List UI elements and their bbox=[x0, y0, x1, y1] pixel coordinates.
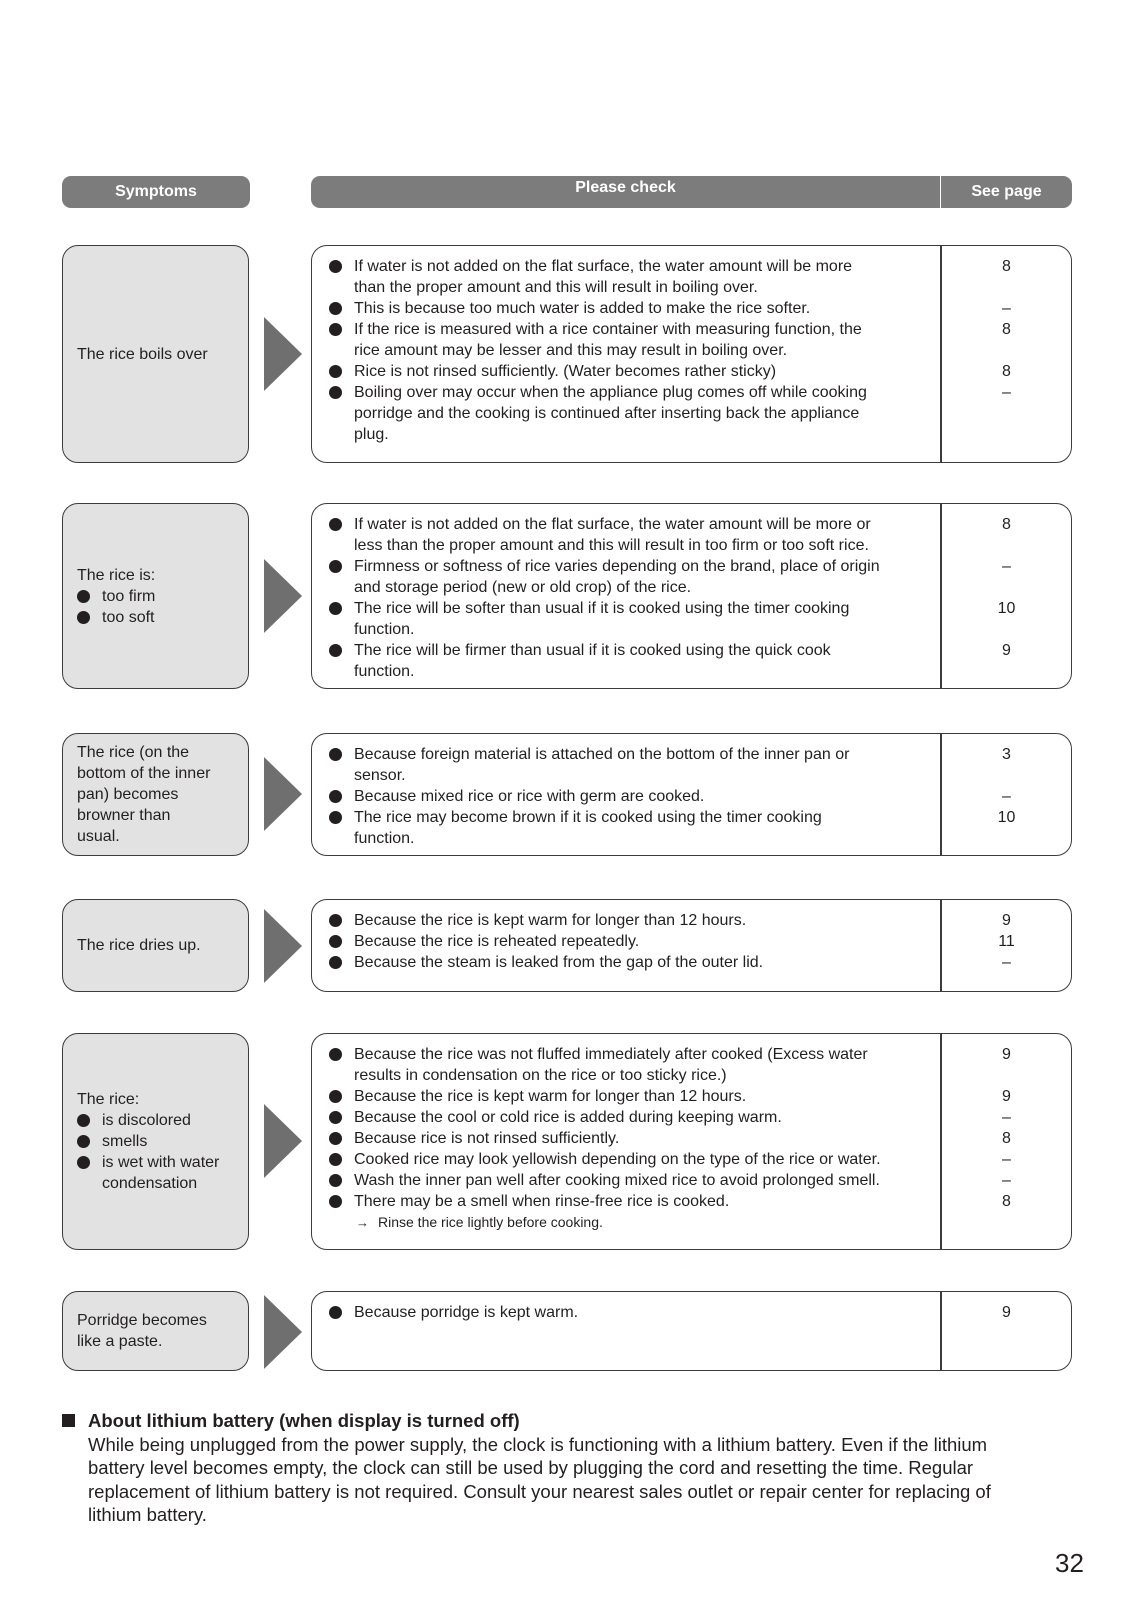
check-subnote: → Rinse the rice lightly before cooking. bbox=[329, 1212, 939, 1233]
page-ref: 8 bbox=[1002, 516, 1011, 533]
symptom-text: is wet with water bbox=[102, 1154, 220, 1171]
bullet-icon bbox=[329, 644, 342, 657]
page-ref: – bbox=[1002, 788, 1011, 805]
bullet-icon bbox=[329, 748, 342, 761]
check-item: The rice will be firmer than usual if it is cooked using the quick cook function. bbox=[329, 640, 939, 682]
page-ref: 8 bbox=[1002, 258, 1011, 275]
check-item: Because foreign material is attached on the bottom of the inner pan or sensor. bbox=[329, 744, 939, 786]
bullet-icon bbox=[329, 1174, 342, 1187]
bullet-icon bbox=[329, 560, 342, 573]
bullet-icon bbox=[329, 518, 342, 531]
lithium-battery-note bbox=[62, 1409, 1062, 1527]
page-ref: 10 bbox=[997, 809, 1016, 826]
check-item: If water is not added on the flat surface, the water amount will be more than the proper amount and this will result in boiling over. bbox=[329, 256, 939, 298]
symptom-box bbox=[62, 899, 249, 992]
arrow-icon bbox=[264, 317, 302, 391]
page-ref: – bbox=[1002, 384, 1011, 401]
bullet-icon bbox=[77, 1114, 90, 1127]
symptom-box bbox=[62, 503, 249, 689]
symptom-text: The rice is: bbox=[77, 566, 156, 584]
bullet-icon bbox=[329, 811, 342, 824]
symptom-text: too soft bbox=[102, 608, 155, 626]
symptom-text: usual. bbox=[77, 828, 120, 845]
page-ref: 8 bbox=[1002, 321, 1011, 338]
symptoms-header bbox=[62, 176, 250, 208]
check-item: There may be a smell when rinse-free rice is cooked. bbox=[329, 1191, 939, 1212]
check-box bbox=[311, 1291, 1072, 1371]
check-item: Because the rice is kept warm for longer than 12 hours. bbox=[329, 910, 939, 931]
arrow-icon bbox=[264, 757, 302, 831]
page-ref: 3 bbox=[1002, 746, 1011, 763]
symptom-box bbox=[62, 1033, 249, 1250]
note-body: While being unplugged from the power supply, the clock is functioning with a lithium battery. Even if the lithium battery level becomes empty, the clock can still be used by plugging the cord and resetting the time. Regular replacement of lithium battery is not required. Consult your nearest sales outlet or repair center for replacing of lithium battery. bbox=[88, 1433, 991, 1525]
check-item: Because the rice was not fluffed immediately after cooked (Excess water results in condensation on the rice or too sticky rice.) bbox=[329, 1044, 939, 1086]
arrow-icon bbox=[264, 559, 302, 633]
arrow-icon bbox=[264, 1295, 302, 1369]
page-ref: 10 bbox=[997, 600, 1016, 617]
note-title: About lithium battery (when display is turned off) bbox=[88, 1410, 520, 1431]
check-item: If water is not added on the flat surface, the water amount will be more or less than the proper amount and this will result in too firm or too soft rice. bbox=[329, 514, 939, 556]
check-box bbox=[311, 1033, 1072, 1250]
page-ref: 9 bbox=[1002, 642, 1011, 659]
check-box bbox=[311, 733, 1072, 856]
check-box bbox=[311, 503, 1072, 689]
bullet-icon bbox=[329, 323, 342, 336]
check-item: Because the rice is kept warm for longer than 12 hours. bbox=[329, 1086, 939, 1107]
page-ref: 9 bbox=[1002, 1088, 1011, 1105]
check-box bbox=[311, 899, 1072, 992]
symptom-text: Porridge becomes bbox=[77, 1312, 207, 1329]
symptom-text: like a paste. bbox=[77, 1333, 163, 1350]
check-item: Cooked rice may look yellowish depending on the type of the rice or water. bbox=[329, 1149, 939, 1170]
check-item: Wash the inner pan well after cooking mixed rice to avoid prolonged smell. bbox=[329, 1170, 939, 1191]
check-item: Because mixed rice or rice with germ are cooked. bbox=[329, 786, 939, 807]
bullet-icon bbox=[77, 1135, 90, 1148]
bullet-icon bbox=[329, 1048, 342, 1061]
arrow-icon bbox=[264, 909, 302, 983]
check-item: This is because too much water is added to make the rice softer. bbox=[329, 298, 939, 319]
please-check-header bbox=[311, 176, 1072, 208]
page-ref: 9 bbox=[1002, 1304, 1011, 1321]
right-arrow-icon: → bbox=[356, 1215, 369, 1230]
page-ref: – bbox=[1002, 558, 1011, 575]
bullet-icon bbox=[329, 1090, 342, 1103]
check-box bbox=[311, 245, 1072, 463]
bullet-icon bbox=[329, 365, 342, 378]
symptom-box bbox=[62, 245, 249, 463]
symptom-text: browner than bbox=[77, 807, 171, 824]
symptom-text: too firm bbox=[102, 587, 156, 605]
bullet-icon bbox=[329, 302, 342, 315]
check-item: Boiling over may occur when the appliance plug comes off while cooking porridge and the cooking is continued after inserting back the appliance plug. bbox=[329, 382, 939, 445]
check-item: Because the cool or cold rice is added during keeping warm. bbox=[329, 1107, 939, 1128]
check-item: Because the steam is leaked from the gap of the outer lid. bbox=[329, 952, 939, 973]
page-ref: – bbox=[1002, 300, 1011, 317]
bullet-icon bbox=[77, 590, 90, 603]
symptom-box bbox=[62, 1291, 249, 1371]
arrow-icon bbox=[264, 1104, 302, 1178]
symptom-text: pan) becomes bbox=[77, 786, 179, 803]
bullet-icon bbox=[329, 956, 342, 969]
symptom-text: condensation bbox=[102, 1175, 198, 1192]
symptom-text: The rice boils over bbox=[77, 345, 208, 363]
symptoms-header-label: Symptoms bbox=[115, 183, 197, 200]
page-ref: 8 bbox=[1002, 1193, 1011, 1210]
bullet-icon bbox=[329, 260, 342, 273]
check-item: Rice is not rinsed sufficiently. (Water becomes rather sticky) bbox=[329, 361, 939, 382]
check-item: Because porridge is kept warm. bbox=[329, 1302, 939, 1323]
check-item: Because the rice is reheated repeatedly. bbox=[329, 931, 939, 952]
page-ref: 8 bbox=[1002, 363, 1011, 380]
page-ref: 9 bbox=[1002, 1046, 1011, 1063]
symptom-text: bottom of the inner bbox=[77, 765, 211, 782]
bullet-icon bbox=[329, 914, 342, 927]
square-bullet-icon bbox=[62, 1414, 75, 1427]
check-item: Firmness or softness of rice varies depending on the brand, place of origin and storage period (new or old crop) of the rice. bbox=[329, 556, 939, 598]
check-item: If the rice is measured with a rice container with measuring function, the rice amount may be lesser and this may result in boiling over. bbox=[329, 319, 939, 361]
symptom-text: The rice (on the bbox=[77, 744, 190, 761]
bullet-icon bbox=[329, 1195, 342, 1208]
symptom-text: smells bbox=[102, 1133, 148, 1150]
symptom-box bbox=[62, 733, 249, 856]
page-ref: – bbox=[1002, 954, 1011, 971]
bullet-icon bbox=[77, 611, 90, 624]
page-ref: 11 bbox=[998, 933, 1015, 950]
bullet-icon bbox=[329, 790, 342, 803]
bullet-icon bbox=[329, 1306, 342, 1319]
page-ref: – bbox=[1002, 1172, 1011, 1189]
symptom-text: The rice: bbox=[77, 1091, 140, 1108]
page-ref: – bbox=[1002, 1151, 1011, 1168]
bullet-icon bbox=[329, 1111, 342, 1124]
bullet-icon bbox=[329, 1132, 342, 1145]
page-ref: 8 bbox=[1002, 1130, 1011, 1147]
bullet-icon bbox=[77, 1156, 90, 1169]
check-item: The rice may become brown if it is cooked using the timer cooking function. bbox=[329, 807, 939, 849]
symptom-text: The rice dries up. bbox=[77, 937, 201, 954]
please-check-header-label: Please check bbox=[575, 179, 676, 196]
page-ref: 9 bbox=[1002, 912, 1011, 929]
page-number: 32 bbox=[1055, 1548, 1084, 1578]
see-page-header-label: See page bbox=[971, 183, 1042, 200]
bullet-icon bbox=[329, 1153, 342, 1166]
bullet-icon bbox=[329, 935, 342, 948]
check-item: Because rice is not rinsed sufficiently. bbox=[329, 1128, 939, 1149]
check-item: The rice will be softer than usual if it is cooked using the timer cooking function. bbox=[329, 598, 939, 640]
page-ref: – bbox=[1002, 1109, 1011, 1126]
bullet-icon bbox=[329, 602, 342, 615]
bullet-icon bbox=[329, 386, 342, 399]
symptom-text: is discolored bbox=[102, 1112, 191, 1129]
